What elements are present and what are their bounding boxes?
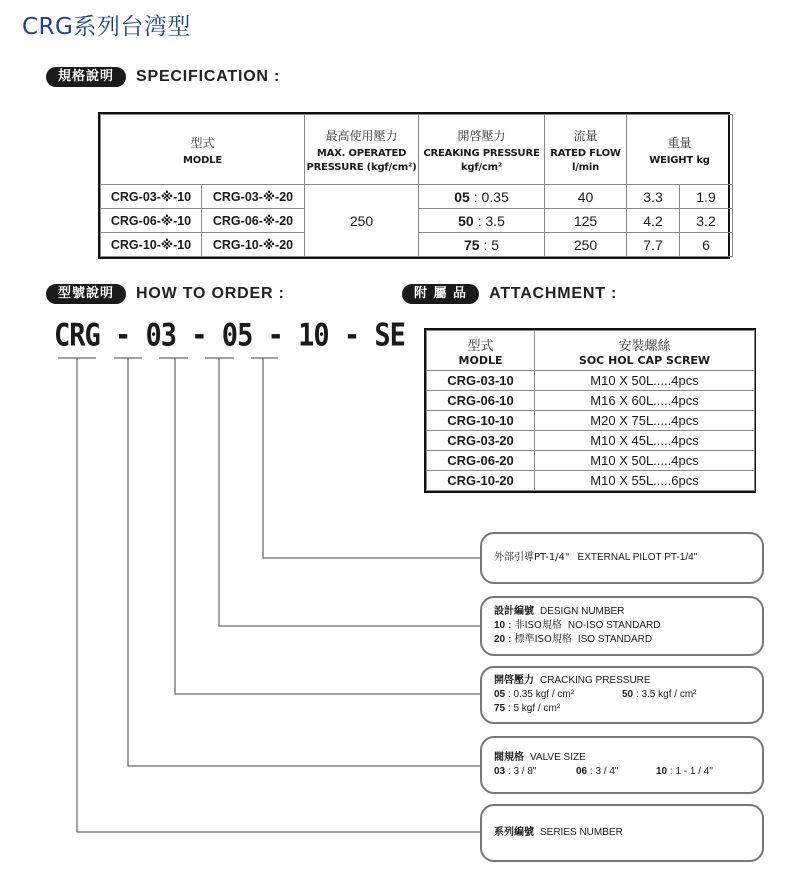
connector-pilot [263,358,480,558]
header-en: RATED FLOW l/min [550,147,621,173]
crack-code: 50 [458,212,474,229]
model-cell: CRG-03-20 [427,431,535,451]
max-pressure-cell: 250 [305,185,419,257]
weight-cell: 4.2 [627,209,680,233]
callout-en: EXTERNAL PILOT PT-1/4" [577,552,698,563]
order-badge: 型號說明 [46,284,126,304]
callout-zh: 設計編號 [494,606,534,617]
order-code: CRG - 03 - 05 - 10 - SE [54,318,405,354]
header-zh: 型式 [467,338,494,354]
crack-code: 05 [454,188,470,205]
size-code: 03 [494,766,506,777]
size-value: : 3 / 4" [589,766,619,777]
crack-code: 05 [494,689,506,700]
model-cell: CRG-06-20 [427,451,535,471]
header-zh: 流量 [573,128,598,143]
size-value: : 1 - 1 / 4" [669,766,713,777]
weight-cell: 1.9 [680,185,733,209]
callout-zh: 系列編號 [494,827,534,838]
model-cell: CRG-06-10 [427,391,535,411]
flow-cell: 40 [545,185,627,209]
header-zh: 安裝螺絲 [618,338,671,354]
crack-code: 75 [463,236,480,253]
screw-cell: M10 X 45L.....4pcs [535,431,755,451]
model-cell: CRG-06-※-10 [101,209,202,233]
callout-en: DESIGN NUMBER [540,606,625,617]
connector-series [77,358,480,832]
screw-cell: M16 X 60L.....4pcs [535,391,755,411]
crack-value: : 0.35 kgf / cm² [507,689,575,700]
model-cell: CRG-10-10 [427,411,535,431]
design-code: 20 [494,634,506,645]
flow-cell: 250 [545,233,627,257]
crack-value: : 5 kgf / cm² [507,703,561,714]
header-en: MAX. OPERATED PRESSURE (kgf/cm²) [306,147,417,173]
design-en: ISO STANDARD [577,634,653,645]
header-en: WEIGHT kg [649,154,710,166]
header-zh: 重量 [667,135,692,150]
crack-value: : 0.35 [473,188,509,205]
model-cell: CRG-03-※-20 [202,185,305,209]
page-title: CRG系列台湾型 [22,14,191,40]
callout-en: SERIES NUMBER [540,827,623,838]
attachment-badge: 附 屬 品 [402,284,479,304]
callout-size [480,736,764,794]
crack-value: : 5 [483,236,500,253]
screw-cell: M20 X 75L.....4pcs [535,411,755,431]
model-cell: CRG-06-※-20 [202,209,305,233]
header-en: CREAKING PRESSURE kgf/cm² [423,147,540,173]
callout-zh: 外部引導PT-1/4" [494,552,570,563]
header-zh: 型式 [190,135,215,150]
callout-cracking [480,666,764,724]
size-code: 10 [656,766,668,777]
callout-series [480,804,764,862]
weight-cell: 3.3 [627,185,680,209]
header-en: MODLE [183,154,222,166]
crack-code: 50 [622,689,634,700]
crack-value: : 3.5 kgf / cm² [635,689,697,700]
weight-cell: 6 [680,233,733,257]
crack-code: 75 [494,703,506,714]
callout-zh: 閥規格 [494,752,524,763]
weight-cell: 7.7 [627,233,680,257]
model-cell: CRG-10-20 [427,471,535,491]
screw-cell: M10 X 50L.....4pcs [535,371,755,391]
design-en: NO-ISO STANDARD [567,620,661,631]
attachment-label: ATTACHMENT : [489,285,618,302]
connector-design [219,358,480,626]
model-cell: CRG-03-※-10 [101,185,202,209]
design-code: 10 [494,620,506,631]
header-zh: 開啓壓力 [457,128,506,143]
callout-pilot [480,532,764,584]
callout-design [480,596,764,656]
header-en: SOC HOL CAP SCREW [578,353,711,367]
weight-cell: 3.2 [680,209,733,233]
spec-label: SPECIFICATION : [136,68,281,85]
model-cell: CRG-10-※-20 [202,233,305,257]
model-cell: CRG-10-※-10 [101,233,202,257]
callout-en: CRACKING PRESSURE [540,675,651,686]
size-code: 06 [576,766,588,777]
order-label: HOW TO ORDER : [136,285,285,302]
spec-badge: 規格說明 [46,67,126,87]
design-zh: : 非ISO規格 [508,620,562,631]
flow-cell: 125 [545,209,627,233]
connector-cracking [175,358,480,694]
screw-cell: M10 X 55L.....6pcs [535,471,755,491]
callout-en: VALVE SIZE [530,752,586,763]
crack-value: : 3.5 [477,212,505,229]
header-en: MODLE [458,353,503,367]
connector-size [128,358,480,766]
design-zh: : 標準ISO規格 [508,634,572,645]
header-zh: 最高使用壓力 [325,128,398,143]
screw-cell: M10 X 50L.....4pcs [535,451,755,471]
callout-zh: 開啓壓力 [494,675,534,686]
size-value: : 3 / 8" [507,766,537,777]
model-cell: CRG-03-10 [427,371,535,391]
